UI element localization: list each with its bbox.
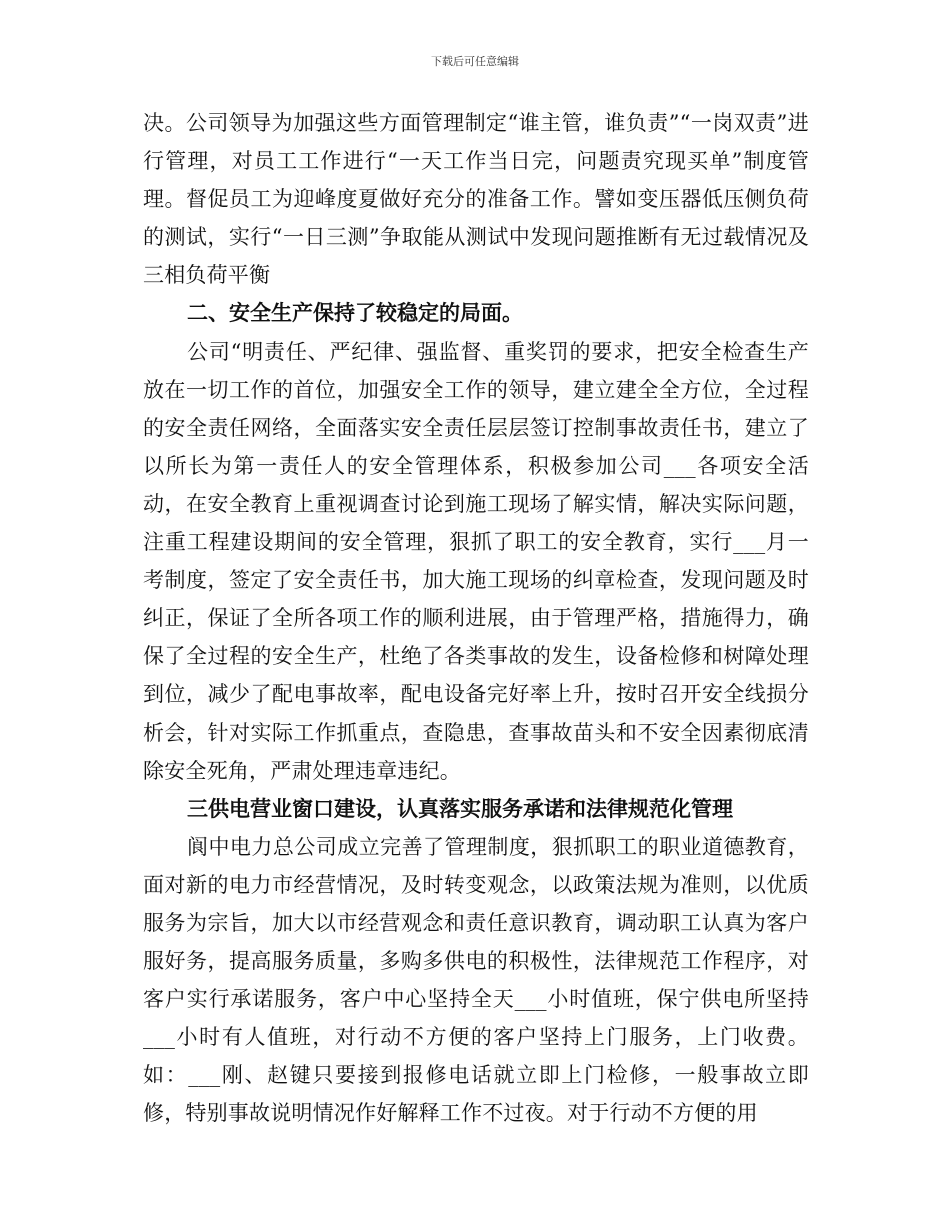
section-heading-2: 二、安全生产保持了较稳定的局面。 bbox=[187, 301, 523, 326]
page-header-note: 下载后可任意编辑 bbox=[431, 55, 519, 68]
paragraph-2: 公司“明责任、严纪律、强监督、重奖罚的要求，把安全检查生产放在一切工作的首位，加强安全工作的领导，建立建全全方位，全过程的安全责任网络，全面落实安全责任层层签订控制事故责任书，建立了以所长为第一责任人的安全管理体系，积极参加公司___各项安全活动，在安全教育上重视调查讨论到施工现场了解实情，解决实际问题，注重工程建设期间的安全管理，狠抓了职工的安全教育，实行___月一考制度，签定了安全责任书，加大施工现场的纠章检查，发现问题及时纠正，保证了全所各项工作的顺利进展，由于管理严格，措施得力，确保了全过程的安全生产，杜绝了各类事故的发生，设备检修和树障处理到位，减少了配电事故率，配电设备完好率上升，按时召开安全线损分析会，针对实际工作抓重点，查隐患，查事故苗头和不安全因素彻底清除安全死角，严肃处理违章违纪。 bbox=[143, 339, 809, 783]
document-body bbox=[143, 104, 809, 1133]
section-heading-3: 三供电营业窗口建设，认真落实服务承诺和法律规范化管理 bbox=[187, 796, 733, 821]
paragraph-3: 阆中电力总公司成立完善了管理制度，狠抓职工的职业道德教育，面对新的电力市经营情况，及时转变观念，以政策法规为准则，以优质服务为宗旨，加大以市经营观念和责任意识教育，调动职工认真为客户服好务，提高服务质量，多购多供电的积极性，法律规范工作程序，对客户实行承诺服务，客户中心坚持全天___小时值班，保宁供电所坚持___小时有人值班，对行动不方便的客户坚持上门服务，上门收费。如：___刚、赵键只要接到报修电话就立即上门检修，一般事故立即修，特别事故说明情况作好解释工作不过夜。对于行动不方便的用 bbox=[143, 834, 809, 1126]
paragraph-1: 决。公司领导为加强这些方面管理制定“谁主管，谁负责”“一岗双责”进行管理，对员工工作进行“一天工作当日完，问题责究现买单”制度管理。督促员工为迎峰度夏做好充分的准备工作。譬如变压器低压侧负荷的测试，实行“一日三测”争取能从测试中发现问题推断有无过载情况及三相负荷平衡 bbox=[143, 111, 809, 288]
